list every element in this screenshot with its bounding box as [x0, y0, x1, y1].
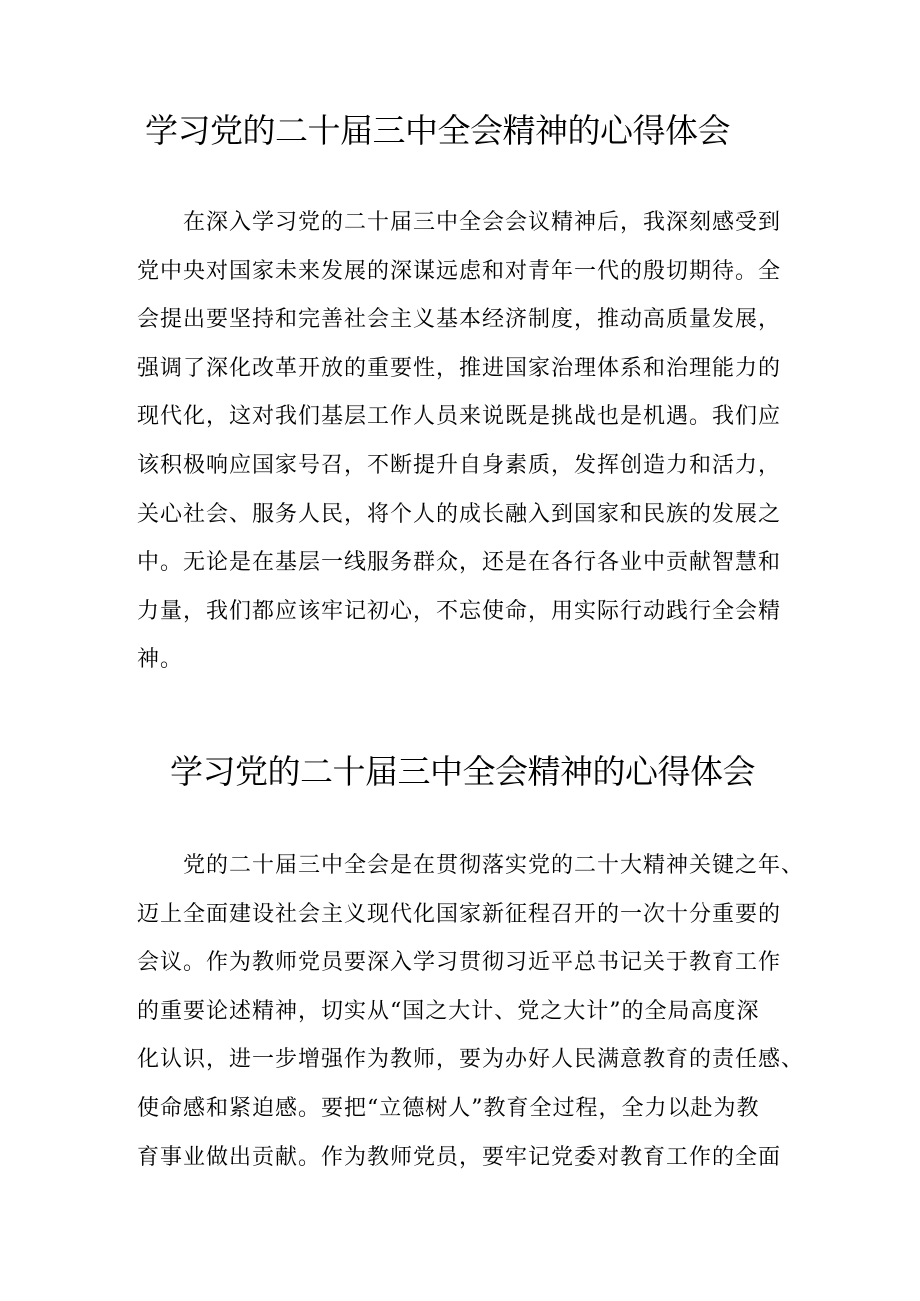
paragraph-line: 中。无论是在基层一线服务群众，还是在各行各业中贡献智慧和 [137, 550, 782, 576]
paragraph-line: 在深入学习党的二十届三中全会会议精神后，我深刻感受到 [183, 210, 782, 235]
section-1-paragraph [137, 199, 797, 685]
paragraph-line: 迈上全面建设社会主义现代化国家新征程召开的一次十分重要的 [137, 901, 782, 927]
paragraph-line: 力量，我们都应该牢记初心，不忘使命，用实际行动践行全会精 [137, 598, 782, 624]
paragraph-line: 党中央对国家未来发展的深谋远虑和对青年一代的殷切期待。全 [137, 258, 782, 284]
paragraph-line: 会提出要坚持和完善社会主义基本经济制度，推动高质量发展， [137, 307, 782, 333]
paragraph-line: 神。 [137, 647, 184, 673]
paragraph-line: 该积极响应国家号召，不断提升自身素质，发挥创造力和活力， [137, 452, 782, 478]
paragraph-line: 使命感和紧迫感。要把“立德树人”教育全过程，全力以赴为教 [137, 1095, 760, 1121]
section-2-paragraph [137, 842, 805, 1182]
paragraph-line: 关心社会、服务人民，将个人的成长融入到国家和民族的发展之 [137, 501, 782, 527]
paragraph-line: 的重要论述精神，切实从“国之大计、党之大计”的全局高度深 [137, 998, 760, 1024]
section-2-title: 学习党的二十届三中全会精神的心得体会 [170, 752, 755, 791]
paragraph-line: 会议。作为教师党员要深入学习贯彻习近平总书记关于教育工作 [137, 950, 782, 976]
paragraph-line: 育事业做出贡献。作为教师党员，要牢记党委对教育工作的全面 [137, 1144, 782, 1170]
paragraph-line: 党的二十届三中全会是在贯彻落实党的二十大精神关键之年、 [183, 853, 805, 878]
paragraph-line: 化认识，进一步增强作为教师，要为办好人民满意教育的责任感、 [137, 1047, 805, 1073]
paragraph-line: 强调了深化改革开放的重要性，推进国家治理体系和治理能力的 [137, 355, 782, 381]
section-1-title: 学习党的二十届三中全会精神的心得体会 [145, 111, 730, 150]
paragraph-line: 现代化，这对我们基层工作人员来说既是挑战也是机遇。我们应 [137, 404, 782, 430]
